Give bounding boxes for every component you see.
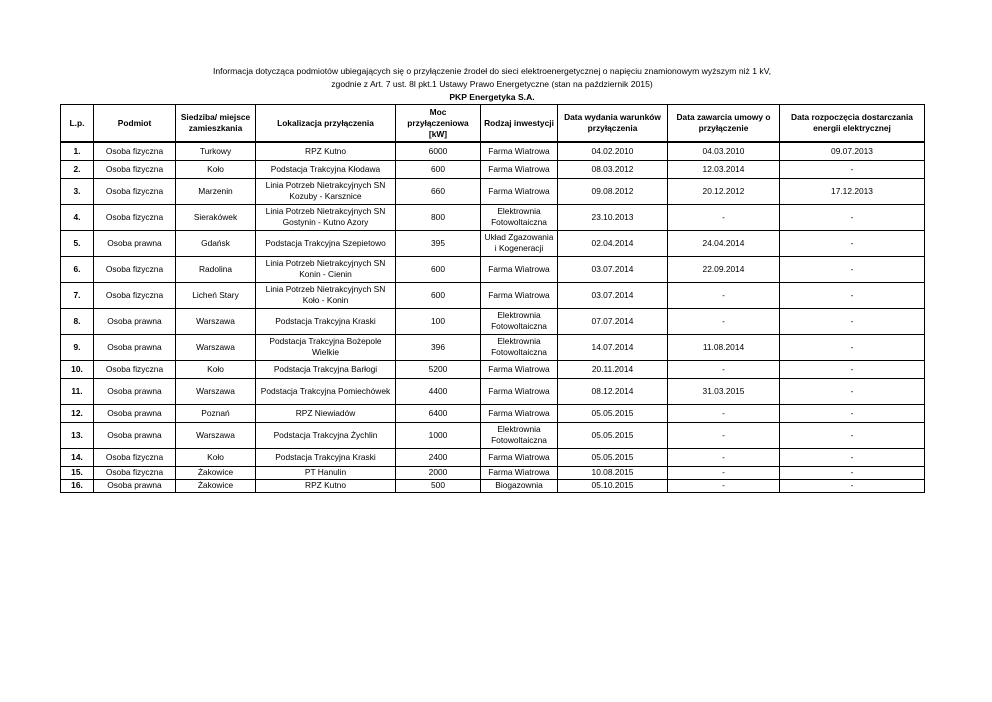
header-line-2: zgodnie z Art. 7 ust. 8l pkt.1 Ustawy Prawo Energetyczne (stan na październik 2015) (331, 79, 653, 89)
table-row (61, 160, 925, 178)
cell-data-warunkow: 20.11.2014 (558, 360, 668, 378)
cell-lokalizacja: Podstacja Trakcyjna Pomiechówek (256, 378, 396, 404)
cell-data-warunkow: 02.04.2014 (558, 230, 668, 256)
cell-data-umowy: - (668, 404, 780, 422)
cell-data-rozpoczecia: - (780, 204, 925, 230)
col-header-rodzaj: Rodzaj inwestycji (481, 105, 558, 143)
cell-siedziba: Licheń Stary (176, 282, 256, 308)
cell-podmiot: Osoba fizyczna (94, 448, 176, 466)
cell-podmiot: Osoba prawna (94, 378, 176, 404)
cell-lokalizacja: Linia Potrzeb Nietrakcyjnych SN Kozuby - Karsznice (256, 178, 396, 204)
cell-data-rozpoczecia: - (780, 334, 925, 360)
cell-rodzaj: Farma Wiatrowa (481, 448, 558, 466)
table-row (61, 466, 925, 479)
cell-siedziba: Gdańsk (176, 230, 256, 256)
cell-podmiot: Osoba fizyczna (94, 466, 176, 479)
cell-data-warunkow: 05.05.2015 (558, 404, 668, 422)
cell-lp: 13. (61, 422, 94, 448)
cell-lokalizacja: Podstacja Trakcyjna Kraski (256, 448, 396, 466)
cell-data-rozpoczecia: 17.12.2013 (780, 178, 925, 204)
cell-lokalizacja: Linia Potrzeb Nietrakcyjnych SN Koło - Konin (256, 282, 396, 308)
cell-podmiot: Osoba fizyczna (94, 160, 176, 178)
cell-podmiot: Osoba fizyczna (94, 256, 176, 282)
cell-data-rozpoczecia: - (780, 256, 925, 282)
cell-data-warunkow: 09.08.2012 (558, 178, 668, 204)
cell-moc: 396 (396, 334, 481, 360)
cell-rodzaj: Układ Zgazowania i Kogeneracji (481, 230, 558, 256)
cell-data-warunkow: 05.10.2015 (558, 479, 668, 492)
cell-siedziba: Koło (176, 160, 256, 178)
cell-siedziba: Poznań (176, 404, 256, 422)
cell-lp: 2. (61, 160, 94, 178)
cell-data-warunkow: 07.07.2014 (558, 308, 668, 334)
cell-data-umowy: 20.12.2012 (668, 178, 780, 204)
cell-lokalizacja: PT Hanulin (256, 466, 396, 479)
col-header-data-rozpoczecia: Data rozpoczęcia dostarczania energii elektrycznej (780, 105, 925, 143)
cell-podmiot: Osoba fizyczna (94, 178, 176, 204)
cell-rodzaj: Farma Wiatrowa (481, 142, 558, 160)
cell-data-warunkow: 04.02.2010 (558, 142, 668, 160)
cell-data-umowy: - (668, 360, 780, 378)
cell-siedziba: Sieraków​ek (176, 204, 256, 230)
cell-siedziba: Warszawa (176, 334, 256, 360)
cell-lokalizacja: Podstacja Trakcyjna Bożepole Wielkie (256, 334, 396, 360)
cell-moc: 600 (396, 282, 481, 308)
cell-data-rozpoczecia: - (780, 160, 925, 178)
cell-podmiot: Osoba prawna (94, 230, 176, 256)
cell-data-rozpoczecia: - (780, 230, 925, 256)
cell-lp: 16. (61, 479, 94, 492)
table-row (61, 448, 925, 466)
cell-lokalizacja: Podstacja Trakcyjna Kłodawa (256, 160, 396, 178)
cell-data-umowy: 24.04.2014 (668, 230, 780, 256)
table-row (61, 204, 925, 230)
table-row (61, 378, 925, 404)
cell-lokalizacja: Podstacja Trakcyjna Barłogi (256, 360, 396, 378)
cell-data-umowy: - (668, 308, 780, 334)
cell-moc: 1000 (396, 422, 481, 448)
cell-moc: 500 (396, 479, 481, 492)
cell-data-warunkow: 05.05.2015 (558, 422, 668, 448)
cell-lp: 3. (61, 178, 94, 204)
cell-lp: 5. (61, 230, 94, 256)
cell-moc: 660 (396, 178, 481, 204)
cell-moc: 100 (396, 308, 481, 334)
cell-lp: 10. (61, 360, 94, 378)
cell-rodzaj: Farma Wiatrowa (481, 160, 558, 178)
cell-siedziba: Koło (176, 360, 256, 378)
cell-moc: 6400 (396, 404, 481, 422)
cell-siedziba: Żakowice (176, 466, 256, 479)
col-header-lp: L.p. (61, 105, 94, 143)
cell-data-warunkow: 03.07.2014 (558, 256, 668, 282)
cell-lokalizacja: RPZ Kutno (256, 142, 396, 160)
table-row (61, 479, 925, 492)
table-row (61, 422, 925, 448)
cell-data-warunkow: 23.10.2013 (558, 204, 668, 230)
cell-data-rozpoczecia: - (780, 404, 925, 422)
cell-lokalizacja: Podstacja Trakcyjna Kraski (256, 308, 396, 334)
cell-data-umowy: - (668, 422, 780, 448)
cell-data-warunkow: 05.05.2015 (558, 448, 668, 466)
cell-data-umowy: 12.03.2014 (668, 160, 780, 178)
cell-podmiot: Osoba prawna (94, 422, 176, 448)
cell-lp: 9. (61, 334, 94, 360)
cell-rodzaj: Elektrownia Fotowoltaiczna (481, 308, 558, 334)
cell-lp: 8. (61, 308, 94, 334)
table-row (61, 404, 925, 422)
cell-podmiot: Osoba fizyczna (94, 282, 176, 308)
cell-data-umowy: - (668, 282, 780, 308)
header-line-1: Informacja dotycząca podmiotów ubiegających się o przyłączenie źrodeł do sieci elektroenergetycznej o napięciu znamionowym wyższym niż 1 kV, (212, 66, 772, 76)
cell-data-rozpoczecia: - (780, 479, 925, 492)
document-header (60, 65, 924, 104)
cell-rodzaj: Farma Wiatrowa (481, 360, 558, 378)
cell-data-rozpoczecia: - (780, 422, 925, 448)
cell-data-umowy: - (668, 448, 780, 466)
cell-lp: 11. (61, 378, 94, 404)
cell-lokalizacja: Podstacja Trakcyjna Szepietowo (256, 230, 396, 256)
table-row (61, 178, 925, 204)
cell-podmiot: Osoba prawna (94, 479, 176, 492)
cell-rodzaj: Farma Wiatrowa (481, 378, 558, 404)
cell-rodzaj: Farma Wiatrowa (481, 282, 558, 308)
cell-lokalizacja: Podstacja Trakcyjna Żychlin (256, 422, 396, 448)
table-row (61, 230, 925, 256)
cell-moc: 5200 (396, 360, 481, 378)
col-header-moc: Moc przyłączeniowa [kW] (396, 105, 481, 143)
cell-lp: 12. (61, 404, 94, 422)
cell-siedziba: Warszawa (176, 378, 256, 404)
cell-moc: 4400 (396, 378, 481, 404)
table-row (61, 256, 925, 282)
table-row (61, 360, 925, 378)
cell-lokalizacja: Linia Potrzeb Nietrakcyjnych SN Konin - Cienin (256, 256, 396, 282)
cell-podmiot: Osoba prawna (94, 308, 176, 334)
cell-siedziba: Koło (176, 448, 256, 466)
cell-rodzaj: Farma Wiatrowa (481, 466, 558, 479)
cell-moc: 600 (396, 256, 481, 282)
cell-moc: 600 (396, 160, 481, 178)
cell-rodzaj: Elektrownia Fotowoltaiczna (481, 334, 558, 360)
cell-rodzaj: Elektrownia Fotowoltaiczna (481, 422, 558, 448)
cell-lp: 7. (61, 282, 94, 308)
cell-data-umowy: - (668, 466, 780, 479)
cell-data-warunkow: 08.03.2012 (558, 160, 668, 178)
cell-data-warunkow: 14.07.2014 (558, 334, 668, 360)
cell-lp: 15. (61, 466, 94, 479)
applicants-table (60, 104, 925, 493)
cell-data-warunkow: 10.08.2015 (558, 466, 668, 479)
cell-data-rozpoczecia: - (780, 360, 925, 378)
cell-data-umowy: 11.08.2014 (668, 334, 780, 360)
cell-data-rozpoczecia: - (780, 378, 925, 404)
cell-data-warunkow: 03.07.2014 (558, 282, 668, 308)
cell-data-rozpoczecia: - (780, 308, 925, 334)
cell-podmiot: Osoba prawna (94, 404, 176, 422)
cell-podmiot: Osoba prawna (94, 334, 176, 360)
cell-data-umowy: 04.03.2010 (668, 142, 780, 160)
cell-moc: 2400 (396, 448, 481, 466)
table-row (61, 282, 925, 308)
cell-siedziba: Radolina (176, 256, 256, 282)
cell-podmiot: Osoba fizyczna (94, 142, 176, 160)
cell-lp: 6. (61, 256, 94, 282)
cell-data-rozpoczecia: - (780, 282, 925, 308)
cell-rodzaj: Elektrownia Fotowoltaiczna (481, 204, 558, 230)
cell-data-rozpoczecia: - (780, 466, 925, 479)
cell-data-umowy: - (668, 204, 780, 230)
cell-moc: 6000 (396, 142, 481, 160)
cell-lp: 4. (61, 204, 94, 230)
cell-data-warunkow: 08.12.2014 (558, 378, 668, 404)
cell-data-rozpoczecia: - (780, 448, 925, 466)
cell-siedziba: Warszawa (176, 308, 256, 334)
cell-podmiot: Osoba fizyczna (94, 204, 176, 230)
table-row (61, 308, 925, 334)
col-header-data-umowy: Data zawarcia umowy o przyłączenie (668, 105, 780, 143)
col-header-podmiot: Podmiot (94, 105, 176, 143)
cell-lp: 14. (61, 448, 94, 466)
cell-podmiot: Osoba fizyczna (94, 360, 176, 378)
cell-moc: 395 (396, 230, 481, 256)
cell-siedziba: Warszawa (176, 422, 256, 448)
cell-lokalizacja: RPZ Kutno (256, 479, 396, 492)
cell-data-umowy: - (668, 479, 780, 492)
table-header-row (61, 105, 925, 143)
col-header-lokalizacja: Lokalizacja przyłączenia (256, 105, 396, 143)
cell-lokalizacja: RPZ Niewiadów (256, 404, 396, 422)
cell-rodzaj: Farma Wiatrowa (481, 404, 558, 422)
organization-name: PKP Energetyka S.A. (449, 92, 535, 102)
cell-rodzaj: Farma Wiatrowa (481, 178, 558, 204)
col-header-data-warunkow: Data wydania warunków przyłączenia (558, 105, 668, 143)
cell-siedziba: Turkowy (176, 142, 256, 160)
cell-data-umowy: 22.09.2014 (668, 256, 780, 282)
cell-data-rozpoczecia: 09.07.2013 (780, 142, 925, 160)
col-header-siedziba: Siedziba/ miejsce zamieszkania (176, 105, 256, 143)
table-row (61, 142, 925, 160)
cell-moc: 2000 (396, 466, 481, 479)
cell-moc: 800 (396, 204, 481, 230)
table-row (61, 334, 925, 360)
cell-data-umowy: 31.03.2015 (668, 378, 780, 404)
cell-rodzaj: Farma Wiatrowa (481, 256, 558, 282)
cell-siedziba: Marzenin (176, 178, 256, 204)
cell-lp: 1. (61, 142, 94, 160)
cell-rodzaj: Biogazownia (481, 479, 558, 492)
table-body (61, 142, 925, 492)
cell-siedziba: Żakowice (176, 479, 256, 492)
cell-lokalizacja: Linia Potrzeb Nietrakcyjnych SN Gostynin - Kutno Azory (256, 204, 396, 230)
